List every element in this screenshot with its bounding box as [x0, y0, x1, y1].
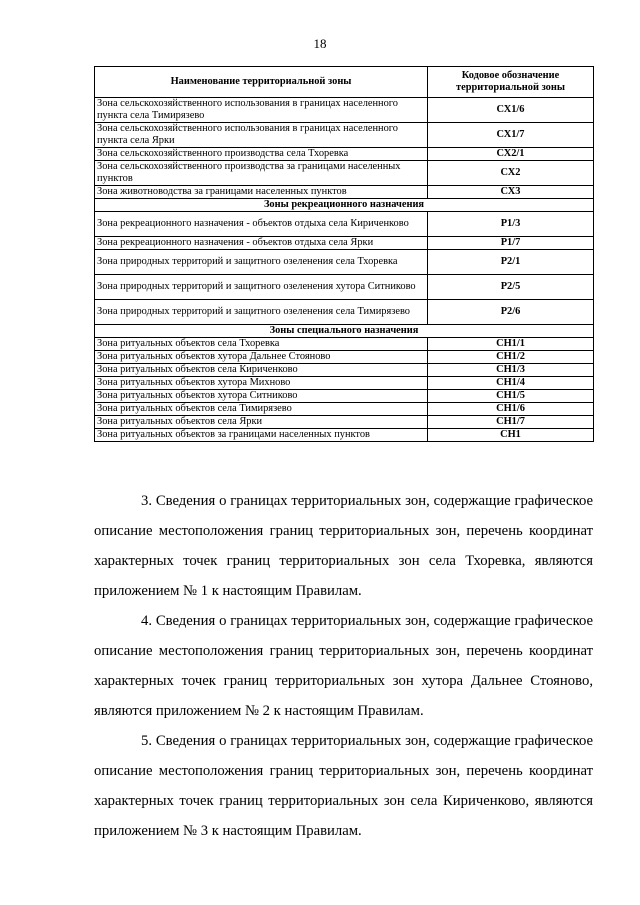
zone-name-cell: Зона ритуальных объектов села Тхоревка — [95, 338, 428, 351]
zone-name-cell: Зона ритуальных объектов за границами населенных пунктов — [95, 429, 428, 442]
table-row — [95, 212, 594, 237]
zone-code-cell: СХ3 — [428, 186, 594, 199]
zone-name-cell: Зона ритуальных объектов села Кириченково — [95, 364, 428, 377]
table-body — [95, 98, 594, 442]
zone-name-cell: Зона ритуальных объектов села Ярки — [95, 416, 428, 429]
section-title: Зоны специального назначения — [95, 325, 594, 338]
table-row — [95, 377, 594, 390]
zone-name-cell: Зона сельскохозяйственного производства за границами населенных пунктов — [95, 161, 428, 186]
zone-code-cell: СХ1/6 — [428, 98, 594, 123]
section-title: Зоны рекреационного назначения — [95, 199, 594, 212]
zone-name-cell: Зона природных территорий и защитного озеленения села Тимирязево — [95, 300, 428, 325]
table-row — [95, 300, 594, 325]
table-header-row — [95, 67, 594, 98]
table-row — [95, 416, 594, 429]
zone-code-cell: СН1/5 — [428, 390, 594, 403]
zone-code-cell: СН1/2 — [428, 351, 594, 364]
zone-code-cell: Р2/1 — [428, 250, 594, 275]
zone-name-cell: Зона рекреационного назначения - объектов отдыха села Кириченково — [95, 212, 428, 237]
table-row — [95, 275, 594, 300]
table-row — [95, 161, 594, 186]
zone-name-cell: Зона ритуальных объектов села Тимирязево — [95, 403, 428, 416]
table-row — [95, 351, 594, 364]
paragraph-4: 4. Сведения о границах территориальных зон, содержащие графическое описание местоположения границ территориальных зон, перечень координат характерных точек границ территориальных зон хутора Дальнее Стояново, являются приложением № 2 к настоящим Правилам. — [94, 613, 593, 719]
header-zone-name: Наименование территориальной зоны — [95, 67, 428, 98]
zone-code-cell: Р2/5 — [428, 275, 594, 300]
zone-name-cell: Зона сельскохозяйственного производства села Тхоревка — [95, 148, 428, 161]
header-zone-code: Кодовое обозначение территориальной зоны — [428, 67, 594, 98]
table-row — [95, 98, 594, 123]
zone-name-cell: Зона животноводства за границами населенных пунктов — [95, 186, 428, 199]
table-row — [95, 390, 594, 403]
zone-name-cell: Зона ритуальных объектов хутора Ситниково — [95, 390, 428, 403]
table-row — [95, 429, 594, 442]
paragraph-5: 5. Сведения о границах территориальных зон, содержащие графическое описание местоположения границ территориальных зон, перечень координат характерных точек границ территориальных зон села Кириченково, являются приложением № 3 к настоящим Правилам. — [94, 733, 593, 839]
zone-code-cell: Р1/3 — [428, 212, 594, 237]
territorial-zones-table — [94, 66, 594, 442]
zone-code-cell: СХ1/7 — [428, 123, 594, 148]
zone-name-cell: Зона сельскохозяйственного использования в границах населенного пункта села Тимирязево — [95, 98, 428, 123]
table-row — [95, 250, 594, 275]
zone-code-cell: Р1/7 — [428, 237, 594, 250]
table-row — [95, 364, 594, 377]
zone-code-cell: СХ2 — [428, 161, 594, 186]
page-number: 18 — [313, 36, 327, 51]
zone-name-cell: Зона рекреационного назначения - объектов отдыха села Ярки — [95, 237, 428, 250]
table-row — [95, 403, 594, 416]
body-text — [94, 486, 593, 846]
zone-name-cell: Зона сельскохозяйственного использования в границах населенного пункта села Ярки — [95, 123, 428, 148]
zone-name-cell: Зона ритуальных объектов хутора Михново — [95, 377, 428, 390]
table-row — [95, 237, 594, 250]
zone-code-cell: Р2/6 — [428, 300, 594, 325]
zone-name-cell: Зона ритуальных объектов хутора Дальнее Стояново — [95, 351, 428, 364]
zone-code-cell: СН1/7 — [428, 416, 594, 429]
table-row — [95, 148, 594, 161]
zone-code-cell: СХ2/1 — [428, 148, 594, 161]
zone-code-cell: СН1/3 — [428, 364, 594, 377]
zone-code-cell: СН1/6 — [428, 403, 594, 416]
zone-code-cell: СН1 — [428, 429, 594, 442]
table-row — [95, 123, 594, 148]
zone-name-cell: Зона природных территорий и защитного озеленения хутора Ситниково — [95, 275, 428, 300]
section-header-row — [95, 325, 594, 338]
table-row — [95, 338, 594, 351]
paragraph-3: 3. Сведения о границах территориальных зон, содержащие графическое описание местоположения границ территориальных зон, перечень координат характерных точек границ территориальных зон села Тхоревка, являются приложением № 1 к настоящим Правилам. — [94, 493, 593, 599]
zone-name-cell: Зона природных территорий и защитного озеленения села Тхоревка — [95, 250, 428, 275]
section-header-row — [95, 199, 594, 212]
zone-code-cell: СН1/4 — [428, 377, 594, 390]
zone-code-cell: СН1/1 — [428, 338, 594, 351]
table-row — [95, 186, 594, 199]
